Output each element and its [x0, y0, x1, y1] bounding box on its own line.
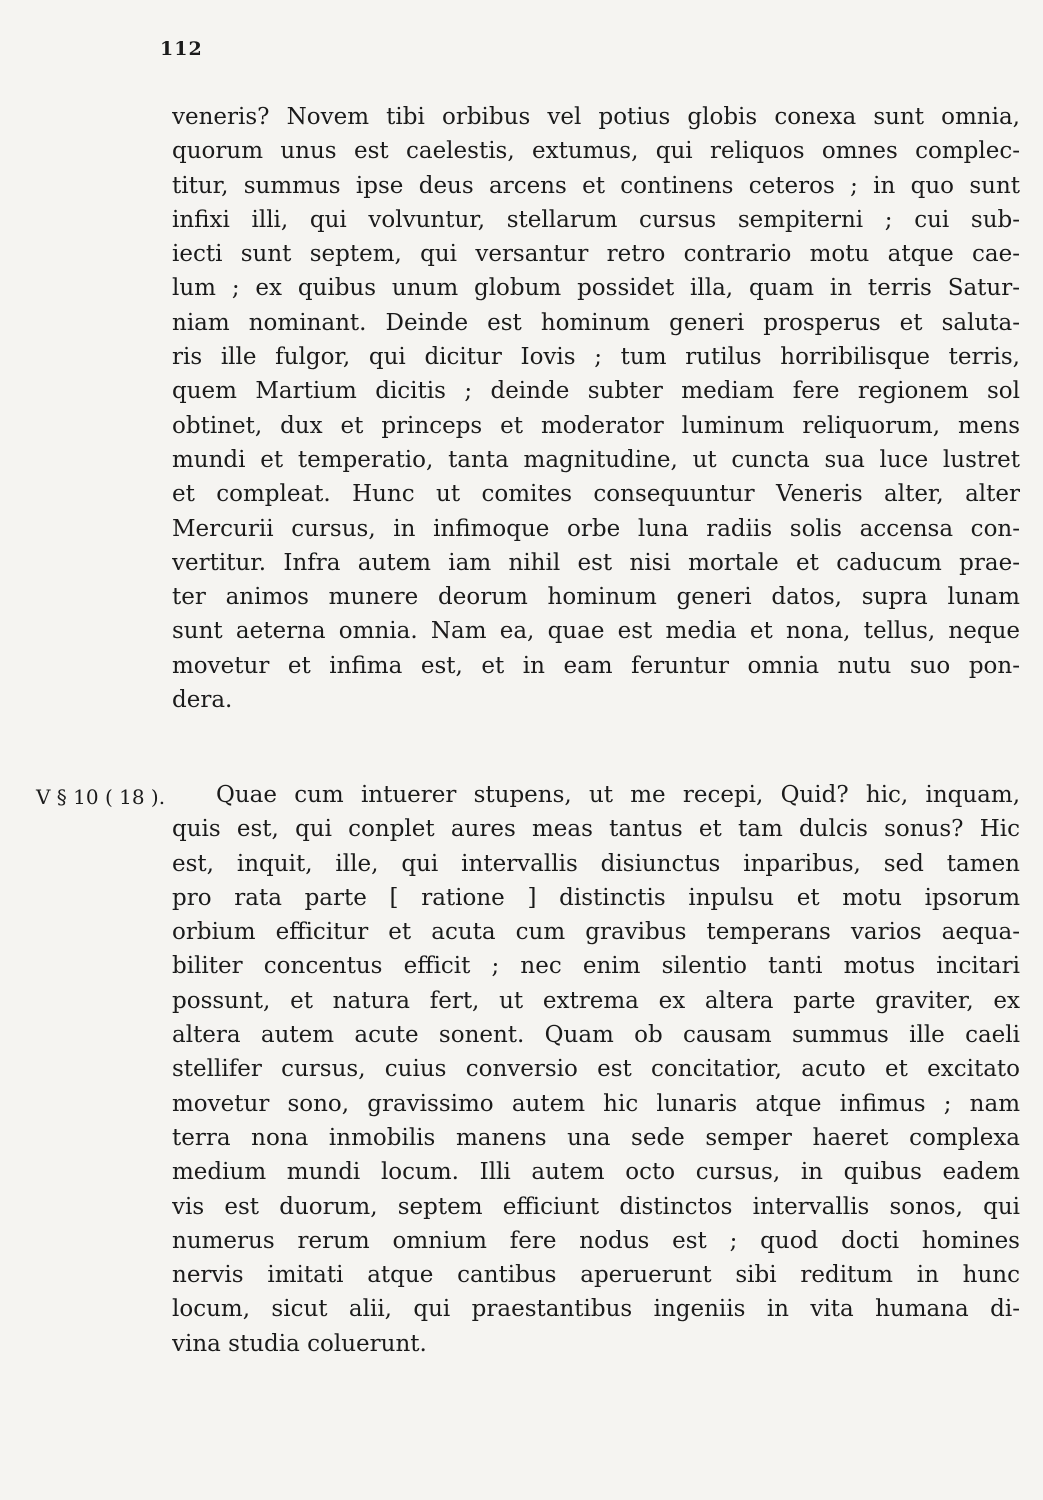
text-line: biliter concentus efficit ; nec enim silentio tanti motus incitari — [172, 953, 1020, 980]
page-number: 112 — [160, 38, 203, 60]
text-line: mundi et temperatio, tanta magnitudine, ut cuncta sua luce lustret — [172, 446, 1020, 473]
text-line: movetur sono, gravissimo autem hic lunaris atque infimus ; nam — [172, 1090, 1020, 1117]
text-line: vina studia coluerunt. — [172, 1330, 427, 1357]
text-line: altera autem acute sonent. Quam ob causam summus ille caeli — [172, 1022, 1020, 1049]
text-line: stellifer cursus, cuius conversio est concitatior, acuto et excitato — [172, 1056, 1020, 1083]
text-line: lum ; ex quibus unum globum possidet illa, quam in terris Satur- — [172, 275, 1020, 302]
text-line: vis est duorum, septem efficiunt distinctos intervallis sonos, qui — [172, 1193, 1020, 1220]
text-line: possunt, et natura fert, ut extrema ex altera parte graviter, ex — [172, 987, 1020, 1014]
text-line: quem Martium dicitis ; deinde subter mediam fere regionem sol — [172, 378, 1020, 405]
text-line: obtinet, dux et princeps et moderator luminum reliquorum, mens — [172, 412, 1020, 439]
paragraph-1 — [172, 100, 1020, 717]
paragraph-2 — [172, 778, 1020, 1361]
text-line: Quae cum intuerer stupens, ut me recepi, Quid? hic, inquam, — [216, 782, 1020, 808]
text-line: et compleat. Hunc ut comites consequuntur Veneris alter, alter — [172, 481, 1020, 508]
text-line: est, inquit, ille, qui intervallis disiunctus inparibus, sed tamen — [172, 850, 1020, 877]
text-line: quis est, qui conplet aures meas tantus et tam dulcis sonus? Hic — [172, 816, 1020, 843]
text-line: vertitur. Infra autem iam nihil est nisi mortale et caducum prae- — [172, 549, 1020, 576]
text-line: veneris? Novem tibi orbibus vel potius globis conexa sunt omnia, — [172, 104, 1020, 130]
text-line: orbium efficitur et acuta cum gravibus temperans varios aequa- — [172, 919, 1020, 946]
text-line: terra nona inmobilis manens una sede semper haeret complexa — [172, 1124, 1020, 1151]
text-line: sunt aeterna omnia. Nam ea, quae est media et nona, tellus, neque — [172, 618, 1020, 645]
text-line: numerus rerum omnium fere nodus est ; quod docti homines — [172, 1227, 1020, 1254]
text-line: infixi illi, qui volvuntur, stellarum cursus sempiterni ; cui sub- — [172, 206, 1020, 233]
text-line: movetur et infima est, et in eam feruntur omnia nutu suo pon- — [172, 652, 1020, 679]
text-line: niam nominant. Deinde est hominum generi prosperus et saluta- — [172, 309, 1020, 336]
text-line: ris ille fulgor, qui dicitur Iovis ; tum rutilus horribilisque terris, — [172, 344, 1020, 371]
text-line: dera. — [172, 687, 233, 714]
text-line: locum, sicut alii, qui praestantibus ingeniis in vita humana di- — [172, 1296, 1020, 1323]
text-line: titur, summus ipse deus arcens et continens ceteros ; in quo sunt — [172, 172, 1020, 199]
margin-section-reference: V § 10 ( 18 ). — [36, 785, 166, 809]
text-line: nervis imitati atque cantibus aperuerunt sibi reditum in hunc — [172, 1262, 1020, 1289]
text-line: medium mundi locum. Illi autem octo cursus, in quibus eadem — [172, 1159, 1020, 1186]
text-line: iecti sunt septem, qui versantur retro contrario motu atque cae- — [172, 241, 1020, 268]
text-line: quorum unus est caelestis, extumus, qui reliquos omnes complec- — [172, 138, 1020, 165]
text-line: ter animos munere deorum hominum generi datos, supra lunam — [172, 584, 1020, 611]
text-line: Mercurii cursus, in infimoque orbe luna radiis solis accensa con- — [172, 515, 1020, 542]
text-line: pro rata parte [ ratione ] distinctis inpulsu et motu ipsorum — [172, 884, 1020, 911]
